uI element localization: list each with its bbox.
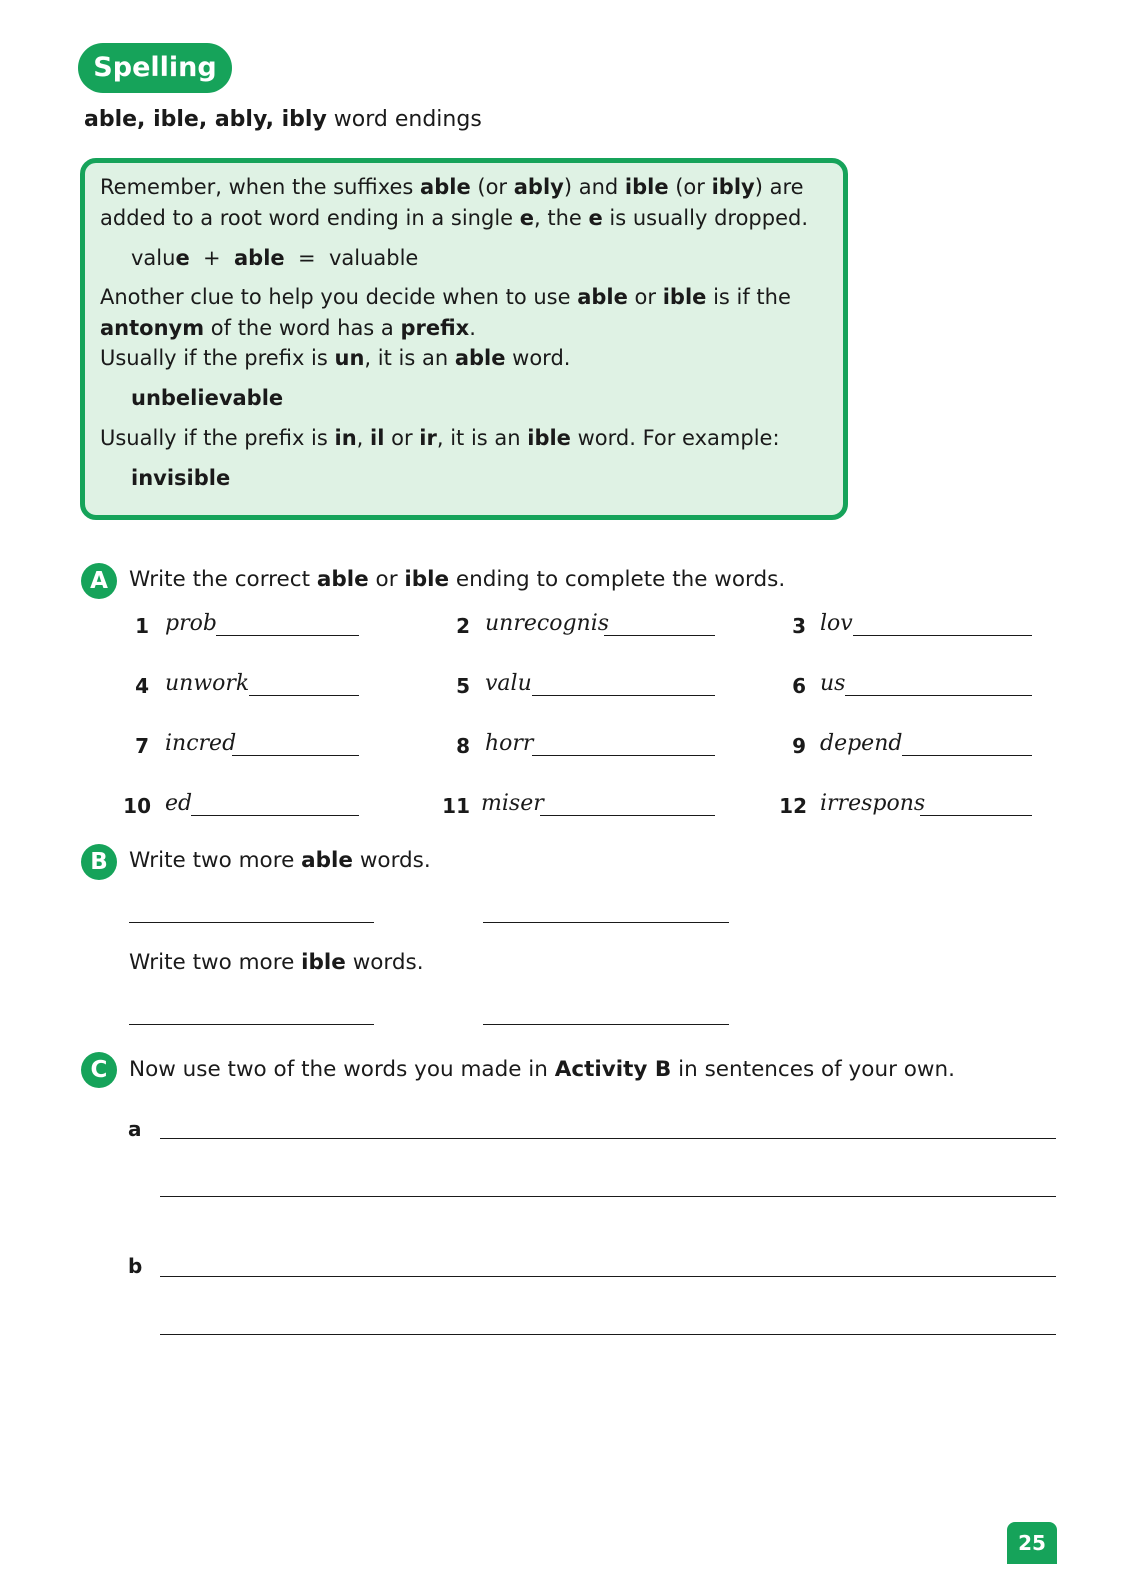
word-stem: ed bbox=[165, 791, 193, 816]
word-stem: lov bbox=[820, 611, 853, 636]
info-box bbox=[80, 158, 848, 520]
ible-word-blank-2[interactable] bbox=[483, 1024, 729, 1025]
activity-b-instruction-ible: Write two more ible words. bbox=[129, 950, 424, 975]
question-number: 5 bbox=[456, 674, 470, 698]
question-number: 6 bbox=[792, 674, 806, 698]
ible-word-blank-1[interactable] bbox=[129, 1024, 374, 1025]
info-example-unbelievable: unbelievable bbox=[131, 386, 284, 410]
word-stem: incred bbox=[165, 731, 237, 756]
question-number: 3 bbox=[792, 614, 806, 638]
answer-blank[interactable] bbox=[604, 635, 715, 636]
answer-blank[interactable] bbox=[902, 755, 1032, 756]
question-number: 10 bbox=[123, 794, 151, 818]
sentence-a-line-1[interactable] bbox=[160, 1138, 1056, 1139]
word-stem: miser bbox=[481, 791, 544, 816]
info-line-5: Usually if the prefix is un, it is an able word. bbox=[100, 346, 571, 370]
able-word-blank-2[interactable] bbox=[483, 922, 729, 923]
sentence-b-line-2[interactable] bbox=[160, 1334, 1056, 1335]
activity-c-instruction: Now use two of the words you made in Activity B in sentences of your own. bbox=[129, 1057, 955, 1082]
activity-b-badge: B bbox=[81, 844, 117, 880]
activity-b-instruction-able: Write two more able words. bbox=[129, 848, 431, 873]
word-stem: irrespons bbox=[820, 791, 926, 816]
answer-blank[interactable] bbox=[540, 815, 715, 816]
question-number: 11 bbox=[442, 794, 470, 818]
subtitle-rest: word endings bbox=[326, 107, 482, 132]
word-stem: unwork bbox=[165, 671, 250, 696]
activity-a-badge: A bbox=[81, 563, 117, 599]
question-number: 8 bbox=[456, 734, 470, 758]
word-stem: horr bbox=[485, 731, 534, 756]
info-line-2: added to a root word ending in a single e, the e is usually dropped. bbox=[100, 206, 809, 230]
question-number: 2 bbox=[456, 614, 470, 638]
info-line-4: antonym of the word has a prefix. bbox=[100, 316, 476, 340]
able-word-blank-1[interactable] bbox=[129, 922, 374, 923]
word-stem: depend bbox=[820, 731, 903, 756]
question-number: 9 bbox=[792, 734, 806, 758]
answer-blank[interactable] bbox=[249, 695, 359, 696]
activity-a-instruction: Write the correct able or ible ending to complete the words. bbox=[129, 567, 786, 592]
sentence-b-line-1[interactable] bbox=[160, 1276, 1056, 1277]
section-label: Spelling bbox=[78, 43, 232, 93]
answer-blank[interactable] bbox=[232, 755, 359, 756]
word-stem: prob bbox=[165, 611, 217, 636]
page-subtitle bbox=[84, 107, 482, 132]
subtitle-endings: able, ible, ably, ibly bbox=[84, 107, 327, 132]
activity-c-badge: C bbox=[81, 1052, 117, 1088]
sentence-a-line-2[interactable] bbox=[160, 1196, 1056, 1197]
info-example-invisible: invisible bbox=[131, 466, 231, 490]
sentence-label-a: a bbox=[128, 1117, 142, 1141]
question-number: 7 bbox=[135, 734, 149, 758]
answer-blank[interactable] bbox=[845, 695, 1032, 696]
answer-blank[interactable] bbox=[532, 695, 715, 696]
page-number: 25 bbox=[1007, 1522, 1057, 1564]
question-number: 12 bbox=[779, 794, 807, 818]
answer-blank[interactable] bbox=[532, 755, 715, 756]
answer-blank[interactable] bbox=[853, 635, 1032, 636]
word-stem: us bbox=[820, 671, 846, 696]
info-line-1: Remember, when the suffixes able (or ably) and ible (or ibly) are bbox=[100, 175, 804, 199]
question-number: 1 bbox=[135, 614, 149, 638]
answer-blank[interactable] bbox=[191, 815, 359, 816]
answer-blank[interactable] bbox=[920, 815, 1032, 816]
word-stem: unrecognis bbox=[485, 611, 610, 636]
info-example-valuable: value + able = valuable bbox=[131, 246, 419, 270]
answer-blank[interactable] bbox=[216, 635, 359, 636]
info-line-3: Another clue to help you decide when to use able or ible is if the bbox=[100, 285, 791, 309]
word-stem: valu bbox=[485, 671, 532, 696]
info-line-6: Usually if the prefix is in, il or ir, it is an ible word. For example: bbox=[100, 426, 780, 450]
question-number: 4 bbox=[135, 674, 149, 698]
sentence-label-b: b bbox=[128, 1254, 143, 1278]
